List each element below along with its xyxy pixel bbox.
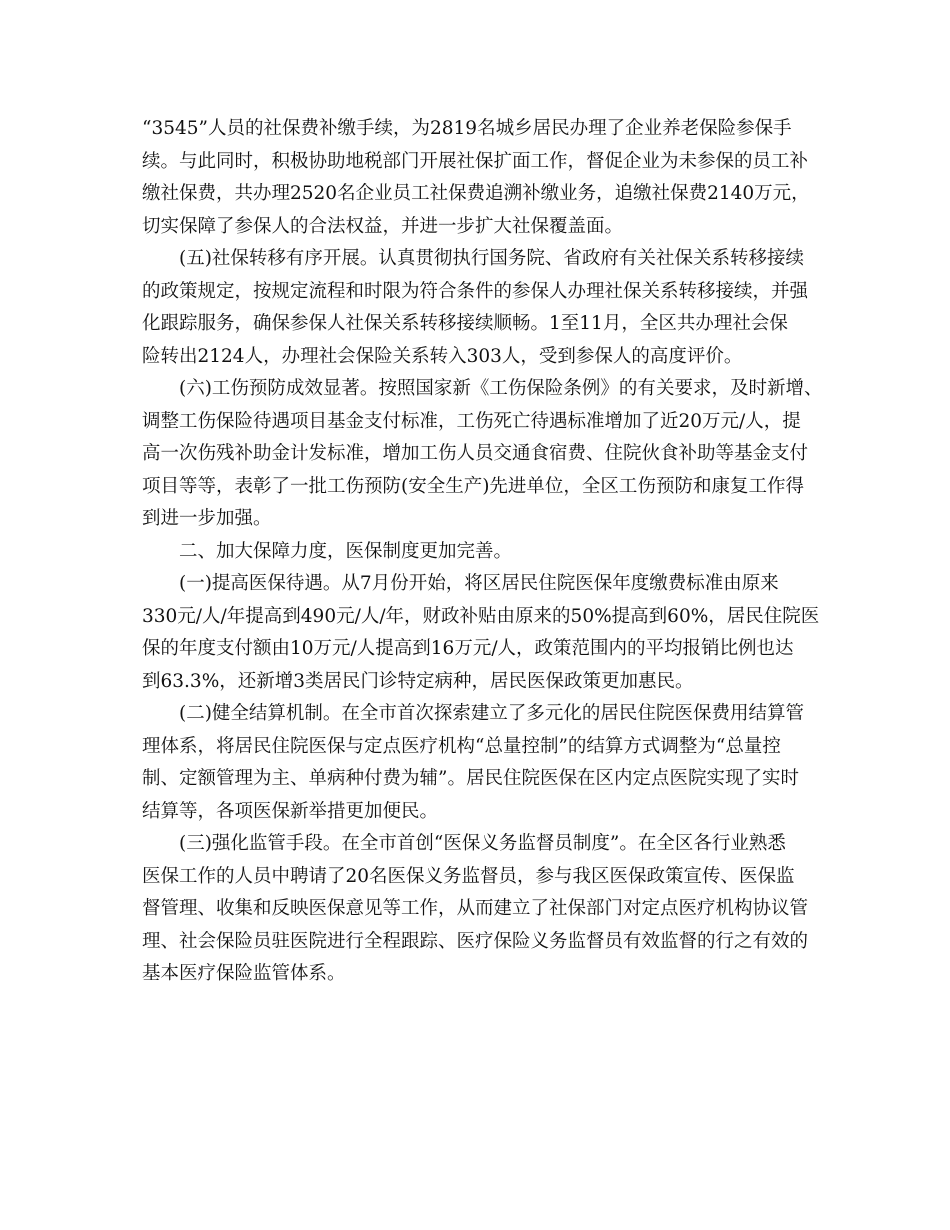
text-line: 理体系，将居民住院医保与定点医疗机构“总量控制”的结算方式调整为“总量控 <box>142 735 781 757</box>
text-line: 基本医疗保险监管体系。 <box>142 963 346 984</box>
section-heading <box>142 536 822 569</box>
paragraph-raise-benefits <box>142 568 822 698</box>
document-body <box>142 113 822 991</box>
text-line: (二)健全结算机制。在全市首次探索建立了多元化的居民住院医保费用结算管 <box>142 703 804 724</box>
text-line: (三)强化监管手段。在全市首创“医保义务监督员制度”。在全区各行业熟悉 <box>142 833 786 854</box>
text-line: 险转出2124人，办理社会保险关系转入303人，受到参保人的高度评价。 <box>142 345 743 367</box>
paragraph-supervision <box>142 828 822 991</box>
text-line: “3545”人员的社保费补缴手续，为2819名城乡居民办理了企业养老保险参保手 <box>142 118 792 139</box>
text-line: 到进一步加强。 <box>142 508 272 529</box>
paragraph-social-security-transfer <box>142 243 822 373</box>
text-line: 化跟踪服务，确保参保人社保关系转移接续顺畅。1至11月，全区共办理社会保 <box>142 313 788 334</box>
text-line: 结算等，各项医保新举措更加便民。 <box>142 800 439 822</box>
text-line: 330元/人/年提高到490元/人/年，财政补贴由原来的50%提高到60%，居民住院医 <box>142 605 820 627</box>
text-line: 医保工作的人员中聘请了20名医保义务监督员，参与我区医保政策宣传、医保监 <box>142 865 795 887</box>
text-line: 保的年度支付额由10万元/人提高到16万元/人，政策范围内的平均报销比例也达 <box>142 638 794 659</box>
paragraph-social-insurance-arrears <box>142 113 822 243</box>
text-line: 高一次伤残补助金计发标准，增加工伤人员交通食宿费、住院伙食补助等基金支付 <box>142 443 809 464</box>
paragraph-work-injury-prevention <box>142 373 822 536</box>
text-line: (一)提高医保待遇。从7月份开始，将区居民住院医保年度缴费标准由原来 <box>142 573 779 594</box>
text-line: 二、加大保障力度，医保制度更加完善。 <box>142 540 513 562</box>
text-line: 理、社会保险员驻医院进行全程跟踪、医疗保险义务监督员有效监督的行之有效的 <box>142 930 809 952</box>
text-line: 制、定额管理为主、单病种付费为辅”。居民住院医保在区内定点医院实现了实时 <box>142 768 799 789</box>
text-line: 调整工伤保险待遇项目基金支付标准，工伤死亡待遇标准增加了近20万元/人，提 <box>142 410 801 432</box>
text-line: (五)社保转移有序开展。认真贯彻执行国务院、省政府有关社保关系转移接续 <box>142 248 804 269</box>
text-line: 缴社保费，共办理2520名企业员工社保费追溯补缴业务，追缴社保费2140万元， <box>142 183 810 204</box>
text-line: 到63.3%，还新增3类居民门诊特定病种，居民医保政策更加惠民。 <box>142 670 694 692</box>
text-line: 项目等等，表彰了一批工伤预防(安全生产)先进单位，全区工伤预防和康复工作得 <box>142 475 804 497</box>
text-line: (六)工伤预防成效显著。按照国家新《工伤保险条例》的有关要求，及时新增、 <box>142 378 822 399</box>
text-line: 切实保障了参保人的合法权益，并进一步扩大社保覆盖面。 <box>142 215 624 237</box>
paragraph-settlement-mechanism <box>142 698 822 828</box>
text-line: 的政策规定，按规定流程和时限为符合条件的参保人办理社保关系转移接续，并强 <box>142 280 809 302</box>
text-line: 续。与此同时，积极协助地税部门开展社保扩面工作，督促企业为未参保的员工补 <box>142 150 809 172</box>
text-line: 督管理、收集和反映医保意见等工作，从而建立了社保部门对定点医疗机构协议管 <box>142 898 809 919</box>
